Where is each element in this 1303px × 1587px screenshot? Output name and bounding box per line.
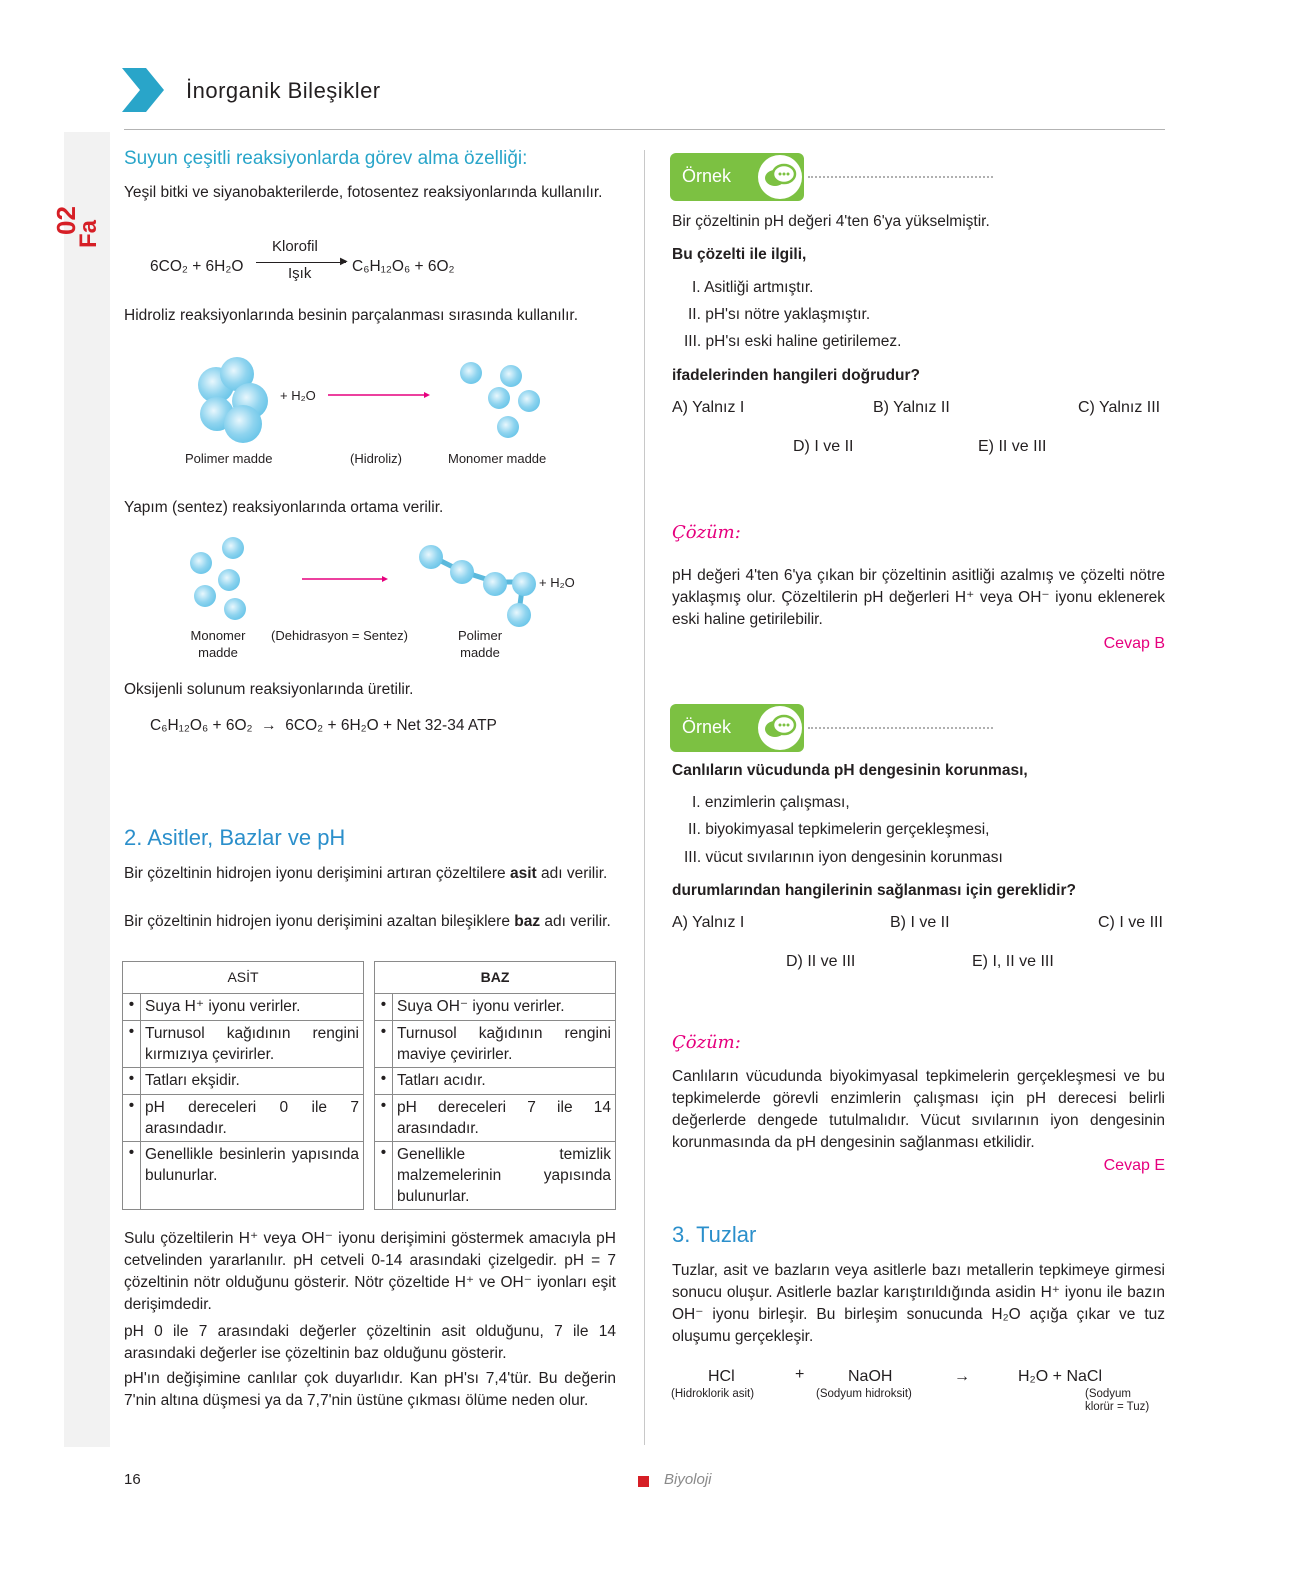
svg-text:02: 02 — [51, 206, 81, 235]
base-row: Turnusol kağıdının rengini maviye çevirirler. — [393, 1021, 616, 1068]
ex1-item-2: II. pH'sı nötre yaklaşmıştır. — [688, 306, 871, 323]
salt-eq-acid-name: (Hidroklorik asit) — [671, 1388, 755, 1400]
polymer-cluster — [180, 355, 275, 445]
ex1-question: ifadelerinden hangileri doğrudur? — [672, 367, 921, 384]
ex2-question: durumlarından hangilerinin sağlanması için gereklidir? — [672, 882, 1076, 899]
caption-hidroliz: (Hidroliz) — [350, 451, 402, 466]
paragraph-photosynthesis: Yeşil bitki ve siyanobakterilerde, fotosentez reaksiyonlarında kullanılır. — [124, 184, 603, 201]
base-row: pH dereceleri 7 ile 14 arasındadır. — [393, 1095, 616, 1142]
speech-bubbles-icon — [758, 155, 802, 199]
section3-heading: 3. Tuzlar — [672, 1222, 757, 1247]
page-header-title: İnorganik Bileşikler — [186, 78, 381, 103]
hydrolysis-arrow — [328, 389, 430, 401]
photo-eq-top: Klorofil — [272, 238, 318, 255]
ex2-solution-label: Çözüm: — [672, 1032, 741, 1053]
ex1-lead: Bu çözelti ile ilgili, — [672, 246, 807, 263]
base-header: BAZ — [375, 962, 616, 994]
photo-eq-rhs: C₆H₁₂O₆ + 6O₂ — [352, 258, 455, 275]
monomer-group — [455, 360, 545, 440]
ex2-option-e[interactable]: E) I, II ve III — [972, 953, 1054, 970]
photo-eq-lhs: 6CO₂ + 6H₂O — [150, 258, 244, 275]
ex1-item-3: III. pH'sı eski haline getirilemez. — [684, 333, 902, 350]
caption-dehidrasyon: (Dehidrasyon = Sentez) — [271, 628, 408, 643]
caption-monomer: Monomer madde — [448, 451, 547, 466]
section1-heading: Suyun çeşitli reaksiyonlarda görev alma özelliği: — [124, 148, 528, 169]
synthesis-arrow — [302, 573, 388, 585]
ex1-item-1: I. Asitliği artmıştır. — [692, 279, 814, 296]
salt-eq-products: H₂O + NaCl — [1018, 1368, 1103, 1385]
ex2-option-a[interactable]: A) Yalnız I — [672, 914, 745, 931]
paragraph-base-def: Bir çözeltinin hidrojen iyonu derişimini azaltan bileşiklere baz adı verilir. — [124, 913, 611, 930]
base-row: Genellikle temizlik malzemelerinin yapısında bulunurlar. — [393, 1142, 616, 1210]
paragraph-salts: Tuzlar, asit ve bazların veya asitlerle bazı metallerin tepkimeye girmesi sonucu oluşur. Asitlerle bazlar karıştırıldığında asidin H⁺ iyonu ile bazın OH⁻ iyonu birleşir. Bu birleşim sonucunda H₂O açığa çıkar ve tuz oluşumu gerçekleşir. — [672, 1262, 1165, 1345]
monomer-group-synthesis — [188, 535, 258, 620]
ex2-solution: Canlıların vücudunda biyokimyasal tepkimelerin gerçekleşmesi ve bu tepkimelerde görevli enzimlerin çalışması için pH derecesi belirli değerlerde dengede tutulmalıdır. Vücut sıvılarının iyon dengesinin korunmasında da pH dengesinin sağlanması etkilidir. — [672, 1068, 1165, 1151]
page-number: 16 — [124, 1471, 141, 1488]
paragraph-ph-values: pH 0 ile 7 arasındaki değerler çözeltinin asit olduğunu, 7 ile 14 arasındaki değerler ise çözeltinin baz olduğunu gösterir. — [124, 1323, 616, 1362]
respiration-equation: C₆H₁₂O₆ + 6O₂ → 6CO₂ + 6H₂O + Net 32-34 ATP — [150, 717, 497, 734]
ex2-option-c[interactable]: C) I ve III — [1098, 914, 1163, 931]
salt-eq-acid: HCl — [708, 1368, 735, 1385]
ex2-item-2: II. biyokimyasal tepkimelerin gerçekleşmesi, — [688, 821, 990, 838]
acid-row: Tatları ekşidir. — [141, 1068, 364, 1095]
caption-polimer-1: Polimer — [457, 628, 503, 643]
synthesis-product: + H₂O — [539, 575, 575, 590]
ex2-option-d[interactable]: D) II ve III — [786, 953, 856, 970]
caption-monomer-2: madde — [198, 645, 238, 660]
paragraph-hydrolysis: Hidroliz reaksiyonlarında besinin parçalanması sırasında kullanılır. — [124, 307, 579, 324]
caption-polimer: Polimer madde — [185, 451, 273, 466]
footer-subject: Biyoloji — [664, 1471, 712, 1488]
ex1-solution: pH değeri 4'ten 6'ya çıkan bir çözeltinin asitliği azalmış ve çözelti nötre yaklaşmış olur. Çözeltilerin pH değerleri H⁺ veya OH⁻ iyonu eklenerek eski haline getirilebilir. — [672, 567, 1165, 628]
salt-eq-products-name-1: (Sodyum — [1085, 1388, 1132, 1400]
ex1-solution-label: Çözüm: — [672, 522, 741, 543]
photo-eq-arrow — [256, 262, 346, 263]
svg-text:Fa: Fa — [75, 219, 102, 248]
speech-bubbles-icon — [758, 706, 802, 750]
ex2-item-1: I. enzimlerin çalışması, — [692, 794, 850, 811]
ex2-answer: Cevap E — [1103, 1157, 1165, 1174]
hydrolysis-reagent: + H₂O — [280, 388, 316, 403]
acid-table: ASİT • Suya H⁺ iyonu verirler. • Turnusol kağıdının rengini kırmızıya çevirirler. • Tatları ekşidir. • pH dereceleri 0 ile 7 arasındadır. • Genellikle besinlerin yapısında bulunurlar. — [122, 961, 364, 1210]
footer-square-icon — [638, 1476, 649, 1487]
paragraph-ph-scale: Sulu çözeltilerin H⁺ veya OH⁻ iyonu derişimini göstermek amacıyla pH cetvelinden yararlanılır. pH cetveli 0-14 arasındaki çizelgedir. pH = 7 çözeltinin nötr olduğunu gösterir. Nötr çözeltide H⁺ ve OH⁻ iyonları eşit derişimdedir. — [124, 1230, 616, 1313]
ex1-option-c[interactable]: C) Yalnız III — [1078, 399, 1161, 416]
ornek-badge-1: Örnek — [670, 153, 993, 201]
salt-eq-plus: + — [795, 1366, 805, 1383]
acid-row: pH dereceleri 0 ile 7 arasındadır. — [141, 1095, 364, 1142]
base-row: Tatları acıdır. — [393, 1068, 616, 1095]
acid-row: Genellikle besinlerin yapısında bulunurlar. — [141, 1142, 364, 1210]
ex1-option-d[interactable]: D) I ve II — [793, 438, 854, 455]
ex2-item-3: III. vücut sıvılarının iyon dengesinin korunması — [684, 849, 1003, 866]
ex2-option-b[interactable]: B) I ve II — [890, 914, 950, 931]
side-strip — [64, 132, 110, 1447]
salt-eq-products-name-2: klorür = Tuz) — [1085, 1401, 1150, 1413]
paragraph-blood-ph: pH'ın değişimine canlılar çok duyarlıdır. Kan pH'sı 7,4'tür. Bu değerin 7'nin altına düşmesi ya da 7,7'nin üstüne çıkması ölüme neden olur. — [124, 1370, 616, 1409]
paragraph-synthesis: Yapım (sentez) reaksiyonlarında ortama verilir. — [124, 499, 444, 516]
ex1-option-e[interactable]: E) II ve III — [978, 438, 1047, 455]
ex1-option-b[interactable]: B) Yalnız II — [873, 399, 950, 416]
fasikul-tag — [51, 150, 102, 250]
salt-eq-arrow: → — [954, 1368, 970, 1385]
ornek-badge-2: Örnek — [670, 704, 993, 752]
header-rule — [124, 129, 1165, 130]
acid-header: ASİT — [123, 962, 364, 994]
ex1-stem: Bir çözeltinin pH değeri 4'ten 6'ya yükselmiştir. — [672, 213, 990, 230]
caption-polimer-2: madde — [460, 645, 500, 660]
column-divider — [644, 150, 645, 1445]
acid-row: Turnusol kağıdının rengini kırmızıya çevirirler. — [141, 1021, 364, 1068]
ex2-stem: Canlıların vücudunda pH dengesinin korunması, — [672, 762, 1028, 779]
chevron-logo-icon — [122, 68, 164, 112]
photo-eq-bottom: Işık — [288, 265, 312, 282]
base-table: BAZ • Suya OH⁻ iyonu verirler. • Turnusol kağıdının rengini maviye çevirirler. • Tatları acıdır. • pH dereceleri 7 ile 14 arasındadır. • Genellikle temizlik malzemelerinin yapısında bulunurlar. — [374, 961, 616, 1210]
paragraph-acid-def: Bir çözeltinin hidrojen iyonu derişimini artıran çözeltilere asit adı verilir. — [124, 865, 608, 882]
salt-eq-base-name: (Sodyum hidroksit) — [816, 1388, 912, 1400]
ex1-option-a[interactable]: A) Yalnız I — [672, 399, 745, 416]
acid-row: Suya H⁺ iyonu verirler. — [141, 994, 364, 1021]
ex1-answer: Cevap B — [1103, 635, 1165, 652]
base-row: Suya OH⁻ iyonu verirler. — [393, 994, 616, 1021]
section2-heading: 2. Asitler, Bazlar ve pH — [124, 825, 346, 850]
paragraph-respiration: Oksijenli solunum reaksiyonlarında üretilir. — [124, 681, 414, 698]
salt-eq-base: NaOH — [848, 1368, 893, 1385]
caption-monomer-1: Monomer — [190, 628, 246, 643]
